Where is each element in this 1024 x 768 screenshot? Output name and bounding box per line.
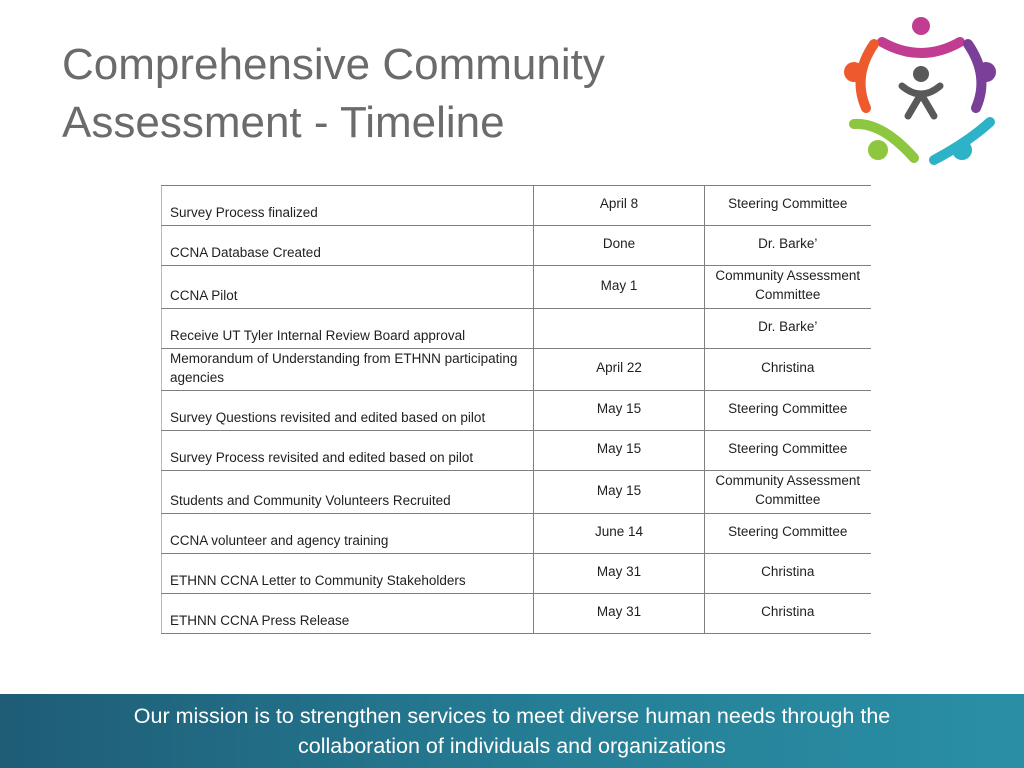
task-cell: CCNA Pilot bbox=[162, 266, 534, 309]
date-cell: April 8 bbox=[534, 186, 705, 226]
date-cell: Done bbox=[534, 226, 705, 266]
responsible-cell: Christina bbox=[705, 594, 871, 634]
responsible-cell: Steering Committee bbox=[705, 391, 871, 431]
logo-arm-purple bbox=[968, 44, 981, 108]
logo-head-magenta bbox=[912, 17, 930, 35]
responsible-cell: Dr. Barke’ bbox=[705, 309, 871, 349]
task-cell: Survey Questions revisited and edited based on pilot bbox=[162, 391, 534, 431]
date-cell: June 14 bbox=[534, 514, 705, 554]
responsible-cell: Steering Committee bbox=[705, 514, 871, 554]
responsible-cell: Steering Committee bbox=[705, 431, 871, 471]
date-cell: May 31 bbox=[534, 594, 705, 634]
task-cell: Survey Process finalized bbox=[162, 186, 534, 226]
date-cell: April 22 bbox=[534, 349, 705, 391]
table-row bbox=[162, 349, 871, 391]
date-cell: May 1 bbox=[534, 266, 705, 309]
mission-footer bbox=[0, 694, 1024, 768]
task-cell: CCNA Database Created bbox=[162, 226, 534, 266]
logo-head-green bbox=[868, 140, 888, 160]
responsible-cell: Christina bbox=[705, 554, 871, 594]
responsible-cell: Dr. Barke’ bbox=[705, 226, 871, 266]
task-cell: ETHNN CCNA Letter to Community Stakeholders bbox=[162, 554, 534, 594]
date-cell: May 15 bbox=[534, 391, 705, 431]
logo-arm-orange bbox=[861, 44, 874, 108]
date-cell: May 15 bbox=[534, 471, 705, 514]
logo-legs-gray bbox=[908, 94, 934, 116]
logo-arm-magenta bbox=[882, 42, 960, 53]
timeline-table bbox=[161, 185, 871, 634]
task-cell: Memorandum of Understanding from ETHNN participating agencies bbox=[162, 349, 534, 391]
date-cell: May 31 bbox=[534, 554, 705, 594]
mission-statement: Our mission is to strengthen services to meet diverse human needs through the collaboration of individuals and organizations bbox=[133, 704, 891, 758]
task-cell: Survey Process revisited and edited based on pilot bbox=[162, 431, 534, 471]
table-row bbox=[162, 391, 871, 431]
responsible-cell: Community Assessment Committee bbox=[705, 471, 871, 514]
table-row bbox=[162, 431, 871, 471]
date-cell bbox=[534, 309, 705, 349]
timeline-table-body bbox=[162, 186, 871, 634]
responsible-cell: Steering Committee bbox=[705, 186, 871, 226]
task-cell: Students and Community Volunteers Recruited bbox=[162, 471, 534, 514]
table-row bbox=[162, 471, 871, 514]
date-cell: May 15 bbox=[534, 431, 705, 471]
people-circle-logo-icon bbox=[838, 12, 1004, 172]
table-row bbox=[162, 594, 871, 634]
table-row bbox=[162, 186, 871, 226]
task-cell: Receive UT Tyler Internal Review Board approval bbox=[162, 309, 534, 349]
table-row bbox=[162, 266, 871, 309]
table-row bbox=[162, 226, 871, 266]
responsible-cell: Community Assessment Committee bbox=[705, 266, 871, 309]
table-row bbox=[162, 514, 871, 554]
table-row bbox=[162, 554, 871, 594]
responsible-cell: Christina bbox=[705, 349, 871, 391]
task-cell: ETHNN CCNA Press Release bbox=[162, 594, 534, 634]
slide-title bbox=[62, 36, 702, 152]
table-row bbox=[162, 309, 871, 349]
task-cell: CCNA volunteer and agency training bbox=[162, 514, 534, 554]
logo-head-gray bbox=[913, 66, 929, 82]
slide-title-line-2: Assessment - Timeline bbox=[62, 98, 505, 147]
slide-title-line-1: Comprehensive Community bbox=[62, 40, 605, 89]
